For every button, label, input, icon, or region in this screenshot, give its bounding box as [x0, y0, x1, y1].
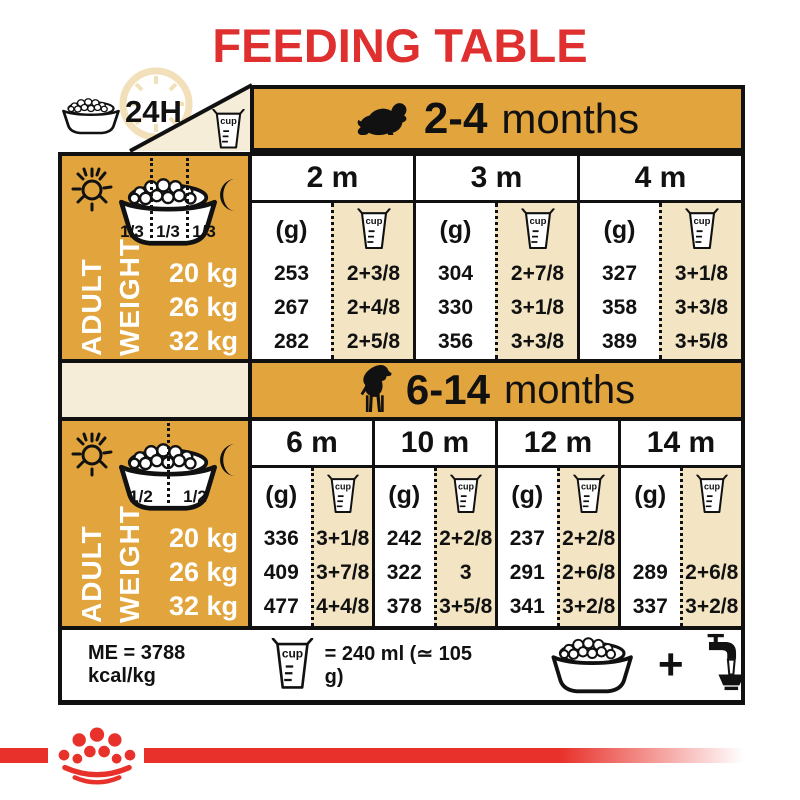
cup-value: 2+6/8: [562, 561, 616, 584]
grams-unit-label: (g): [439, 215, 472, 244]
portion-label: 1/3: [120, 222, 144, 241]
weight-row-label: 26 kg: [168, 292, 238, 322]
portion-label: 1/2: [183, 487, 207, 506]
age-range: 6-14: [405, 366, 490, 413]
month-column-4m: [577, 156, 741, 359]
grams-value: 337: [632, 595, 668, 618]
weight-row-label: 20 kg: [168, 523, 238, 553]
spacer-cell: [62, 363, 252, 417]
brand-band-left: [0, 748, 48, 763]
grams-value: 322: [386, 561, 422, 584]
royal-canin-crown-logo: [52, 723, 142, 789]
grams-value: 253: [273, 262, 310, 285]
grams-value: 358: [601, 296, 638, 319]
measuring-cup-icon: [356, 208, 392, 252]
cup-value: 3+1/8: [316, 527, 370, 550]
cup-value: 2+2/8: [562, 527, 616, 550]
moon-icon: [216, 441, 245, 479]
grams-unit-label: (g): [511, 480, 544, 509]
weight-label: WEIGHT: [114, 238, 145, 356]
grams-value: 237: [509, 527, 545, 550]
adult-weight-rows: [169, 256, 238, 358]
grams-unit-label: (g): [275, 215, 308, 244]
grams-value: 389: [601, 330, 638, 353]
grams-value: 242: [386, 527, 422, 550]
cup-value: 3+7/8: [316, 561, 370, 584]
cup-equivalence-label: = 240 ml (≃ 105 g): [324, 643, 473, 688]
feeding-table-6-14-months: [58, 421, 745, 630]
weight-row-label: 32 kg: [168, 326, 238, 356]
cup-value: 3+1/8: [674, 262, 729, 285]
feeding-table-2-4-months: [58, 152, 745, 363]
grams-value: 336: [263, 527, 299, 550]
month-column-10m: [372, 421, 495, 626]
measuring-cup-icon: [572, 474, 606, 516]
metabolizable-energy-label: ME = 3788 kcal/kg: [88, 642, 186, 687]
cup-value: 3+3/8: [674, 296, 729, 319]
puppy-silhouette-icon: [356, 99, 410, 138]
month-column-12m: [495, 421, 618, 626]
age-banner-6-14-months: [252, 363, 741, 417]
portion-label: 1/2: [129, 487, 153, 506]
grams-unit-label: (g): [265, 480, 298, 509]
cup-value: 3+5/8: [674, 330, 729, 353]
grams-value: 330: [437, 296, 474, 319]
measuring-cup-icon: [449, 474, 483, 516]
weight-label: WEIGHT: [114, 505, 145, 623]
footer-legend: [58, 630, 745, 705]
weight-row-label: 32 kg: [168, 591, 238, 621]
cup-value: 2+3/8: [346, 262, 401, 285]
measuring-cup-icon: [270, 636, 315, 694]
page-title: FEEDING TABLE: [212, 19, 588, 72]
month-header: 2 m: [252, 156, 413, 203]
kibble-bowl-icon: [58, 96, 124, 136]
brand-band-right: [144, 748, 756, 763]
grams-value: [621, 522, 680, 556]
cup-value: 2+4/8: [346, 296, 401, 319]
month-header: 3 m: [416, 156, 577, 203]
grams-value: 304: [437, 262, 474, 285]
month-header: 10 m: [375, 421, 495, 468]
measuring-cup-icon: [695, 474, 729, 516]
adult-label: ADULT: [76, 258, 107, 356]
grams-value: 327: [601, 262, 638, 285]
month-header: 12 m: [498, 421, 618, 468]
cup-value: 2+7/8: [510, 262, 565, 285]
grams-value: 477: [263, 595, 299, 618]
plus-sign: +: [657, 640, 684, 689]
adult-label: ADULT: [76, 525, 107, 623]
measuring-cup-icon: [520, 208, 556, 252]
weight-row-label: 20 kg: [168, 258, 238, 288]
cup-value: 2+6/8: [685, 561, 739, 584]
water-tap-icon: [690, 632, 741, 698]
month-column-6m: [252, 421, 372, 626]
adult-weight-rows: [169, 521, 238, 623]
clock-24h-label: 24H: [125, 94, 182, 129]
adult-dog-silhouette-icon: [358, 365, 392, 415]
measuring-cup-icon: [326, 474, 360, 516]
cup-value: 3+1/8: [510, 296, 565, 319]
month-column-3m: [413, 156, 577, 359]
moon-icon: [216, 176, 245, 214]
measuring-cup-icon: [684, 208, 720, 252]
grams-value: 356: [437, 330, 474, 353]
month-column-2m: [252, 156, 413, 359]
grams-value: 291: [509, 561, 545, 584]
age-banner-2-4-months: [250, 85, 745, 152]
weight-row-label: 26 kg: [168, 557, 238, 587]
meal-split-panel: [62, 156, 252, 359]
grams-value: 409: [263, 561, 299, 584]
portion-label: 1/3: [156, 222, 180, 241]
grams-unit-label: (g): [634, 480, 667, 509]
month-header: 14 m: [621, 421, 741, 468]
grams-value: 341: [509, 595, 545, 618]
cup-value: 3+2/8: [562, 595, 616, 618]
cup-value: 3+2/8: [685, 595, 739, 618]
measuring-cup-icon: [211, 109, 246, 151]
grams-value: 267: [273, 296, 310, 319]
cup-value: [683, 522, 742, 556]
age-unit: months: [501, 94, 640, 142]
age-range: 2-4: [423, 93, 488, 143]
month-header: 4 m: [580, 156, 741, 203]
month-header: 6 m: [252, 421, 372, 468]
grams-value: 378: [386, 595, 422, 618]
month-column-14m: [618, 421, 741, 626]
cup-value: 2+2/8: [439, 527, 493, 550]
meal-split-panel: [62, 421, 252, 626]
grams-unit-label: (g): [603, 215, 636, 244]
grams-value: 282: [273, 330, 310, 353]
grams-unit-label: (g): [388, 480, 421, 509]
kibble-bowl-icon: [537, 634, 647, 696]
grams-value: 289: [632, 561, 668, 584]
cup-value: 3: [459, 561, 472, 584]
cup-value: 3+5/8: [439, 595, 493, 618]
cup-value: 2+5/8: [346, 330, 401, 353]
age-banner-row: [58, 363, 745, 421]
cup-value: 3+3/8: [510, 330, 565, 353]
portion-label: 1/3: [192, 222, 216, 241]
age-unit: months: [503, 367, 636, 412]
cup-value: 4+4/8: [316, 595, 370, 618]
